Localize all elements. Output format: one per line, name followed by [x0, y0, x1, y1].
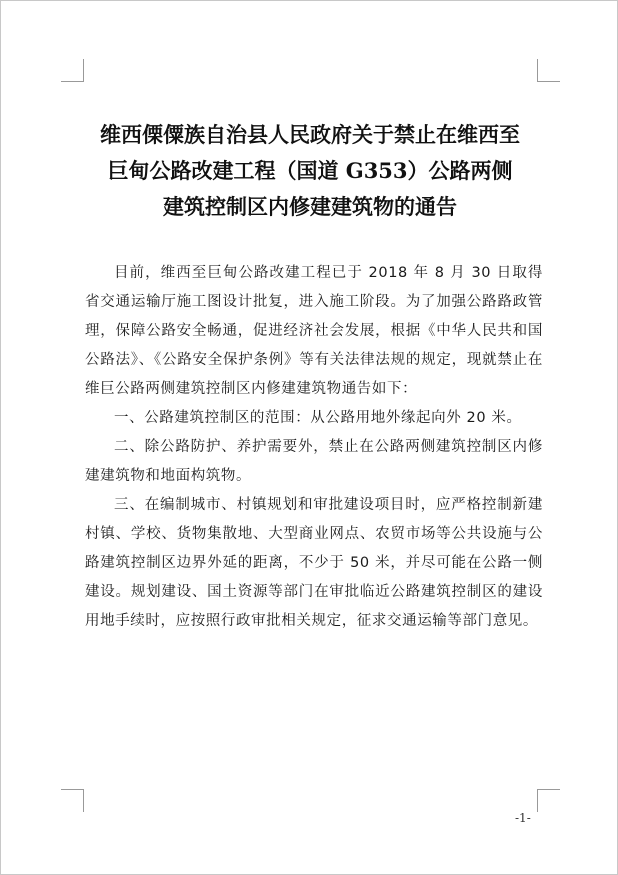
- page-number: -1-: [515, 811, 531, 825]
- paragraph-item-2: 二、除公路防护、养护需要外，禁止在公路两侧建筑控制区内修建建筑物和地面构筑物。: [85, 439, 543, 484]
- crop-mark-top-right: [537, 59, 560, 82]
- crop-mark-top-left: [61, 59, 84, 82]
- title-line-1: 维西傈僳族自治县人民政府关于禁止在维西至: [100, 122, 520, 147]
- document-body: [85, 259, 543, 636]
- paragraph-intro: 目前，维西至巨甸公路改建工程已于 2018 年 8 月 30 日取得省交通运输厅施工图设计批复，进入施工阶段。为了加强公路路政管理，保障公路安全畅通，促进经济社会发展，根据《中华人民共和国公路法》、《公路安全保护条例》等有关法律法规的规定，现就禁止在维巨公路两侧建筑控制区内修建建筑物通告如下：: [85, 265, 543, 397]
- crop-mark-bottom-left: [61, 789, 84, 812]
- title-line-2: 巨甸公路改建工程（国道 G353）公路两侧: [107, 158, 513, 183]
- paragraph-item-1: 一、公路建筑控制区的范围：从公路用地外缘起向外 20 米。: [114, 410, 522, 426]
- title-line-3: 建筑控制区内修建建筑物的通告: [163, 194, 457, 219]
- paragraph-item-3: 三、在编制城市、村镇规划和审批建设项目时，应严格控制新建村镇、学校、货物集散地、大型商业网点、农贸市场等公共设施与公路建筑控制区边界外延的距离，不少于 50 米，并尽可能在公路一侧建设。规划建设、国土资源等部门在审批临近公路建筑控制区的建设用地手续时，应按照行政审批相关规定，征求交通运输等部门意见。: [85, 497, 543, 629]
- crop-mark-bottom-right: [537, 789, 560, 812]
- document-title: [61, 117, 559, 225]
